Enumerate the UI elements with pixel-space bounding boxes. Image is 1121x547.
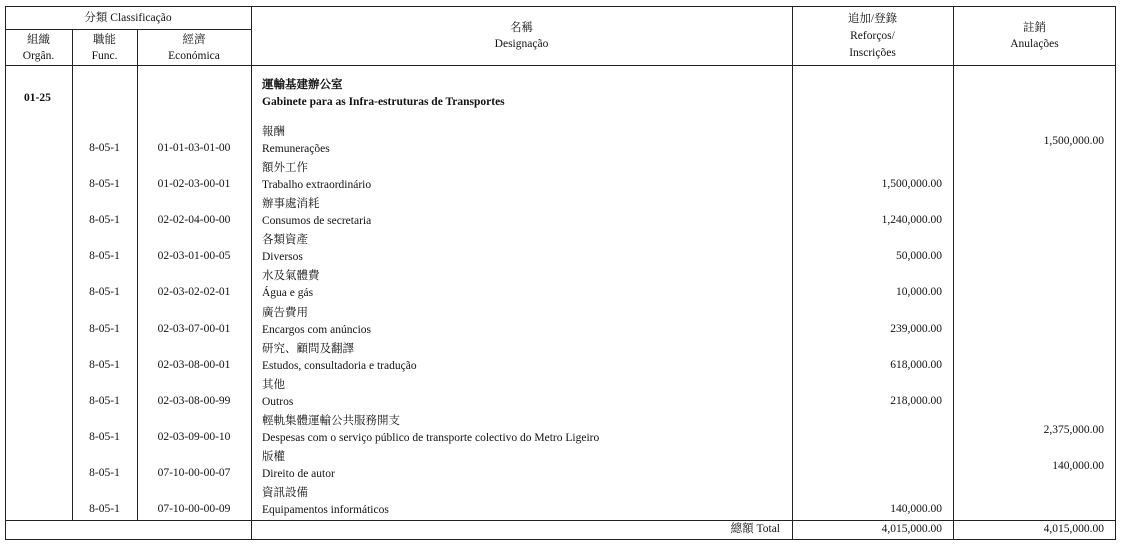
- header-reinforcements-pt1: Reforços/: [850, 30, 895, 42]
- col-line: [792, 6, 793, 540]
- row-designation-pt: Consumos de secretaria: [262, 215, 372, 228]
- row-cancellation: 1,500,000.00: [1043, 135, 1104, 147]
- row-designation-zh: 研究、顧問及翻譯: [262, 342, 354, 355]
- row-designation-zh: 各類資產: [262, 234, 308, 247]
- row-func-code: 8-05-1: [89, 250, 120, 263]
- row-func-code: 8-05-1: [89, 214, 120, 227]
- row-designation-zh: 廣告費用: [262, 306, 308, 319]
- row-func-code: 8-05-1: [89, 322, 120, 335]
- row-func-code: 8-05-1: [89, 394, 120, 407]
- section-code: 01-25: [24, 92, 51, 104]
- col-line: [72, 30, 73, 520]
- header-reinforcements-pt2: Inscrições: [849, 47, 896, 59]
- row-designation-pt: Diversos: [262, 251, 303, 264]
- row-func-code: 8-05-1: [89, 286, 120, 299]
- row-econ-code: 02-03-07-00-01: [157, 322, 231, 335]
- total-cancellations: 4,015,000.00: [1043, 523, 1104, 535]
- row-designation-zh: 其他: [262, 378, 285, 391]
- total-label: 總額 Total: [730, 523, 780, 535]
- col-line: [251, 6, 252, 540]
- section-title-pt: Gabinete para as Infra-estruturas de Transportes: [262, 96, 505, 108]
- row-func-code: 8-05-1: [89, 358, 120, 371]
- row-econ-code: 02-03-08-00-99: [157, 394, 231, 407]
- row-func-code: 8-05-1: [89, 178, 120, 191]
- header-organ-pt: Orgân.: [22, 50, 55, 62]
- header-func-pt: Func.: [91, 50, 118, 62]
- row-designation-pt: Direito de autor: [262, 467, 335, 480]
- row-econ-code: 01-01-03-01-00: [157, 142, 231, 154]
- row-designation-zh: 資訊設備: [262, 487, 308, 499]
- row-designation-pt: Equipamentos informáticos: [262, 504, 389, 516]
- row-reinforcement: 1,240,000.00: [881, 214, 942, 227]
- row-econ-code: 02-03-02-02-01: [157, 286, 231, 299]
- header-cancellations-pt: Anulações: [1010, 38, 1059, 50]
- header-func-zh: 職能: [93, 34, 116, 46]
- header-organ-zh: 組織: [27, 34, 50, 46]
- row-func-code: 8-05-1: [89, 430, 120, 443]
- row-designation-pt: Encargos com anúncios: [262, 323, 372, 336]
- row-econ-code: 02-02-04-00-00: [157, 214, 231, 227]
- row-reinforcement: 618,000.00: [890, 358, 942, 371]
- row-econ-code: 07-10-00-00-09: [157, 503, 231, 515]
- row-reinforcement: 140,000.00: [890, 503, 942, 515]
- row-designation-pt: Remunerações: [262, 143, 330, 155]
- row-func-code: 8-05-1: [89, 503, 120, 515]
- row-designation-pt: Trabalho extraordinário: [262, 179, 372, 192]
- header-designation-pt: Designação: [494, 38, 549, 50]
- row-designation-zh: 報酬: [262, 126, 285, 138]
- header-designation-zh: 名稱: [510, 22, 533, 34]
- row-line: [5, 65, 1116, 66]
- header-econ-pt: Económica: [168, 50, 220, 62]
- row-econ-code: 01-02-03-00-01: [157, 178, 231, 191]
- header-econ-zh: 經濟: [182, 34, 206, 46]
- row-designation-pt: Despesas com o serviço público de transporte colectivo do Metro Ligeiro: [262, 431, 600, 444]
- row-econ-code: 02-03-09-00-10: [157, 430, 231, 443]
- section-title-zh: 運輸基建辦公室: [262, 79, 343, 91]
- row-designation-zh: 版權: [262, 450, 285, 463]
- row-designation-zh: 額外工作: [262, 162, 308, 175]
- header-cancellations-zh: 註銷: [1023, 22, 1046, 34]
- total-reinforcements: 4,015,000.00: [881, 523, 942, 535]
- row-func-code: 8-05-1: [89, 466, 120, 479]
- row-econ-code: 02-03-01-00-05: [157, 250, 231, 263]
- row-reinforcement: 1,500,000.00: [881, 178, 942, 191]
- col-line: [137, 30, 138, 520]
- row-reinforcement: 10,000.00: [896, 286, 942, 299]
- row-designation-pt: Outros: [262, 395, 294, 408]
- row-reinforcement: 218,000.00: [890, 394, 942, 407]
- row-cancellation: 140,000.00: [1052, 459, 1104, 472]
- row-designation-zh: 水及氣體費: [262, 270, 320, 283]
- row-designation-pt: Água e gás: [262, 287, 314, 300]
- header-reinforcements-zh: 追加/登錄: [847, 13, 898, 25]
- header-classification: 分類 Classificação: [84, 12, 172, 24]
- row-cancellation: 2,375,000.00: [1043, 423, 1104, 436]
- row-designation-zh: 辦事處消耗: [262, 198, 320, 211]
- row-designation-pt: Estudos, consultadoria e tradução: [262, 359, 417, 372]
- row-line: [5, 29, 251, 30]
- table-frame: [5, 6, 1116, 540]
- row-econ-code: 07-10-00-00-07: [157, 466, 231, 479]
- row-reinforcement: 50,000.00: [896, 250, 942, 263]
- row-reinforcement: 239,000.00: [890, 322, 942, 335]
- row-line: [5, 520, 1116, 521]
- row-econ-code: 02-03-08-00-01: [157, 358, 231, 371]
- row-designation-zh: 輕軌集體運輸公共服務開支: [262, 414, 400, 427]
- row-func-code: 8-05-1: [89, 142, 120, 154]
